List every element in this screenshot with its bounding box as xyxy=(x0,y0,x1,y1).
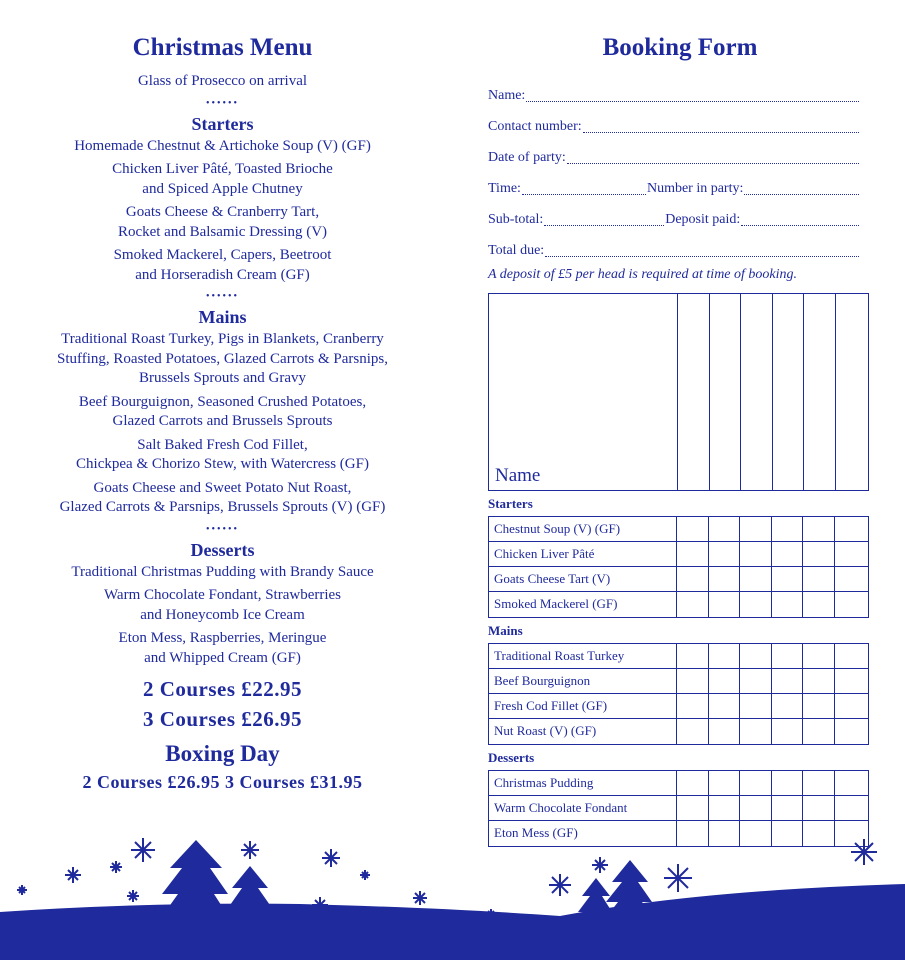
guest-column[interactable] xyxy=(710,294,742,490)
grid-row-label: Eton Mess (GF) xyxy=(489,821,677,846)
grid-cell[interactable] xyxy=(740,771,772,795)
menu-item-line: and Horseradish Cream (GF) xyxy=(135,266,310,283)
deposit-label: Deposit paid: xyxy=(665,211,741,227)
total-line[interactable] xyxy=(545,244,859,257)
grid-cell[interactable] xyxy=(803,771,835,795)
subtotal-line[interactable] xyxy=(544,213,664,226)
menu-item xyxy=(20,563,425,583)
menu-item-line: Beef Bourguignon, Seasoned Crushed Potatoes, xyxy=(78,393,367,410)
name-field[interactable] xyxy=(488,80,860,111)
grid-cell[interactable] xyxy=(803,719,835,744)
menu-item xyxy=(20,160,425,199)
grid-header xyxy=(488,293,869,491)
grid-row-label: Nut Roast (V) (GF) xyxy=(489,719,677,744)
grid-row xyxy=(489,771,868,796)
menu-body xyxy=(20,72,425,796)
deposit-line[interactable] xyxy=(741,213,859,226)
total-label: Total due: xyxy=(488,242,545,258)
price-two-courses: 2 Courses £22.95 xyxy=(142,677,303,701)
grid-cell[interactable] xyxy=(803,517,835,541)
arrival-line: Glass of Prosecco on arrival xyxy=(137,73,308,89)
grid-row-label: Christmas Pudding xyxy=(489,771,677,795)
menu-item xyxy=(20,330,425,389)
grid-cell[interactable] xyxy=(677,796,709,820)
christmas-tree-large xyxy=(158,840,232,922)
grid-cell[interactable] xyxy=(709,771,741,795)
snowflake-icon xyxy=(241,841,259,859)
grid-cell[interactable] xyxy=(709,644,741,668)
grid-cell[interactable] xyxy=(709,719,741,744)
booking-fields xyxy=(488,80,860,266)
grid-cell[interactable] xyxy=(677,517,709,541)
grid-cell[interactable] xyxy=(835,694,867,718)
boxing-day-prices: 2 Courses £26.95 3 Courses £31.95 xyxy=(82,772,363,792)
grid-cell[interactable] xyxy=(772,719,804,744)
grid-cell[interactable] xyxy=(772,567,804,591)
grid-cell[interactable] xyxy=(677,644,709,668)
grid-cell[interactable] xyxy=(740,719,772,744)
grid-cell[interactable] xyxy=(772,517,804,541)
menu-item-line: Homemade Chestnut & Artichoke Soup (V) (GF) xyxy=(74,137,371,154)
grid-row xyxy=(489,669,868,694)
menu-item-line: Chicken Liver Pâté, Toasted Brioche xyxy=(112,161,333,177)
grid-cell[interactable] xyxy=(772,592,804,617)
grid-cell[interactable] xyxy=(772,542,804,566)
grid-cell[interactable] xyxy=(803,644,835,668)
menu-item-line: Glazed Carrots and Brussels Sprouts xyxy=(112,413,333,429)
grid-cell[interactable] xyxy=(709,592,741,617)
section-separator: •••••• xyxy=(205,291,239,302)
menu-item xyxy=(20,393,425,432)
menu-item-line: Chickpea & Chorizo Stew, with Watercress (GF) xyxy=(76,456,369,472)
menu-item xyxy=(20,246,425,285)
grid-cell[interactable] xyxy=(835,542,867,566)
grid-row-label: Traditional Roast Turkey xyxy=(489,644,677,668)
menu-item-line: Smoked Mackerel, Capers, Beetroot xyxy=(113,247,332,263)
grid-cell[interactable] xyxy=(677,719,709,744)
grid-cell[interactable] xyxy=(772,771,804,795)
booking-form-title: Booking Form xyxy=(602,34,758,61)
grid-cell[interactable] xyxy=(709,669,741,693)
grid-cell[interactable] xyxy=(835,592,867,617)
menu-item-line: Warm Chocolate Fondant, Strawberries xyxy=(103,587,342,603)
snowflake-icon xyxy=(65,867,81,883)
grid-row xyxy=(489,644,868,669)
guest-column[interactable] xyxy=(773,294,805,490)
grid-cell[interactable] xyxy=(709,694,741,718)
grid-row xyxy=(489,567,868,592)
grid-cell[interactable] xyxy=(835,719,867,744)
grid-row xyxy=(489,542,868,567)
grid-cell[interactable] xyxy=(709,542,741,566)
grid-cell[interactable] xyxy=(740,694,772,718)
order-grid xyxy=(488,293,869,847)
guest-column[interactable] xyxy=(836,294,868,490)
grid-cell[interactable] xyxy=(803,567,835,591)
grid-row-label: Smoked Mackerel (GF) xyxy=(489,592,677,617)
grid-cell[interactable] xyxy=(677,567,709,591)
grid-row xyxy=(489,694,868,719)
menu-item-line: Glazed Carrots & Parsnips, Brussels Sprouts (V) (GF) xyxy=(59,499,386,515)
menu-item xyxy=(20,436,425,475)
christmas-tree-small xyxy=(226,866,276,928)
grid-section-heading: Desserts xyxy=(488,750,535,765)
snowflake-icon xyxy=(127,890,139,902)
menu-item-line: Stuffing, Roasted Potatoes, Glazed Carrots & Parsnips, xyxy=(57,350,388,367)
menu-item-line: Eton Mess, Raspberries, Meringue xyxy=(118,630,327,646)
menu-item-line: Goats Cheese and Sweet Potato Nut Roast, xyxy=(93,479,352,496)
grid-cell[interactable] xyxy=(772,669,804,693)
guest-column[interactable] xyxy=(678,294,710,490)
date-field[interactable] xyxy=(488,142,860,173)
name-line[interactable] xyxy=(526,89,859,102)
grid-cell[interactable] xyxy=(740,542,772,566)
grid-cell[interactable] xyxy=(740,567,772,591)
menu-item-line: and Honeycomb Ice Cream xyxy=(140,606,305,623)
menu-item-line: and Spiced Apple Chutney xyxy=(142,180,303,197)
menu-section-heading: Starters xyxy=(191,113,254,134)
grid-cell[interactable] xyxy=(772,694,804,718)
menu-item-line: Brussels Sprouts and Gravy xyxy=(138,370,307,386)
menu-title: Christmas Menu xyxy=(132,34,313,61)
time-label: Time: xyxy=(488,180,521,196)
date-line[interactable] xyxy=(567,151,859,164)
snowflake-icon xyxy=(17,885,27,895)
menu-item xyxy=(20,629,425,668)
grid-cell[interactable] xyxy=(803,669,835,693)
subtotal-label: Sub-total: xyxy=(488,211,544,227)
grid-cell[interactable] xyxy=(677,592,709,617)
party-label: Number in party: xyxy=(646,180,744,196)
grid-cell[interactable] xyxy=(709,796,741,820)
menu-item-line: Traditional Roast Turkey, Pigs in Blankets, Cranberry xyxy=(61,331,384,347)
grid-cell[interactable] xyxy=(835,517,867,541)
time-party-field[interactable] xyxy=(488,173,860,204)
grid-name-header xyxy=(489,294,678,490)
menu-item-line: Rocket and Balsamic Dressing (V) xyxy=(117,223,328,240)
menu-item xyxy=(20,586,425,625)
grid-section-heading: Mains xyxy=(488,623,523,638)
grid-cell[interactable] xyxy=(803,694,835,718)
contact-label: Contact number: xyxy=(488,118,582,134)
christmas-tree-right-large xyxy=(604,860,656,920)
grid-cell[interactable] xyxy=(709,567,741,591)
grid-cell[interactable] xyxy=(835,796,867,820)
menu-section-heading: Mains xyxy=(198,307,247,327)
price-three-courses: 3 Courses £26.95 xyxy=(142,707,303,731)
grid-cell[interactable] xyxy=(835,771,867,795)
grid-cell[interactable] xyxy=(835,567,867,591)
grid-cell[interactable] xyxy=(677,771,709,795)
grid-row-label: Warm Chocolate Fondant xyxy=(489,796,677,820)
grid-cell[interactable] xyxy=(740,796,772,820)
grid-cell[interactable] xyxy=(709,517,741,541)
grid-row-label: Beef Bourguignon xyxy=(489,669,677,693)
grid-name-label: Name xyxy=(495,465,541,486)
grid-cell[interactable] xyxy=(772,644,804,668)
grid-cell[interactable] xyxy=(803,542,835,566)
menu-item-line: Goats Cheese & Cranberry Tart, xyxy=(125,204,320,220)
menu-item-line: Salt Baked Fresh Cod Fillet, xyxy=(137,436,308,453)
grid-section-rows xyxy=(488,643,869,745)
grid-cell[interactable] xyxy=(740,669,772,693)
grid-cell[interactable] xyxy=(803,796,835,820)
grid-cell[interactable] xyxy=(677,542,709,566)
grid-row xyxy=(489,719,868,744)
contact-field[interactable] xyxy=(488,111,860,142)
snowflake-icon xyxy=(664,864,692,892)
winter-scene-decoration xyxy=(0,820,905,960)
date-label: Date of party: xyxy=(488,149,566,165)
guest-column[interactable] xyxy=(741,294,773,490)
time-line[interactable] xyxy=(522,182,646,195)
grid-cell[interactable] xyxy=(740,644,772,668)
guest-column[interactable] xyxy=(804,294,836,490)
grid-cell[interactable] xyxy=(740,517,772,541)
grid-row-label: Chestnut Soup (V) (GF) xyxy=(489,517,677,541)
menu-item xyxy=(20,137,425,157)
grid-cell[interactable] xyxy=(835,669,867,693)
name-label: Name: xyxy=(488,87,526,103)
menu-section-heading: Desserts xyxy=(190,539,255,560)
menu-item xyxy=(20,479,425,518)
menu-item xyxy=(20,203,425,242)
grid-cell[interactable] xyxy=(740,592,772,617)
snowflake-icon xyxy=(413,891,427,905)
snowflake-icon xyxy=(131,838,155,862)
contact-line[interactable] xyxy=(583,120,859,133)
grid-row xyxy=(489,796,868,821)
grid-row xyxy=(489,592,868,617)
grid-cell[interactable] xyxy=(772,796,804,820)
menu-item-line: and Whipped Cream (GF) xyxy=(144,649,301,666)
party-line[interactable] xyxy=(744,182,859,195)
section-separator: •••••• xyxy=(205,97,239,109)
grid-cell[interactable] xyxy=(677,669,709,693)
snowflake-icon xyxy=(360,870,370,880)
snowflake-icon xyxy=(110,861,122,873)
snowflake-icon xyxy=(851,839,877,865)
grid-section-heading: Starters xyxy=(488,496,533,511)
grid-row-label: Chicken Liver Pâté xyxy=(489,542,677,566)
snowflake-icon xyxy=(592,857,608,873)
menu-item-line: Traditional Christmas Pudding with Brandy Sauce xyxy=(71,563,374,580)
snowflake-icon xyxy=(322,849,340,867)
grid-row-label: Goats Cheese Tart (V) xyxy=(489,567,677,591)
grid-cell[interactable] xyxy=(835,644,867,668)
total-field[interactable] xyxy=(488,235,860,266)
grid-row xyxy=(489,517,868,542)
boxing-day-title: Boxing Day xyxy=(165,741,280,766)
grid-section-rows xyxy=(488,516,869,618)
section-separator: •••••• xyxy=(205,523,239,535)
grid-cell[interactable] xyxy=(803,592,835,617)
deposit-note: A deposit of £5 per head is required at time of booking. xyxy=(488,267,798,282)
grid-cell[interactable] xyxy=(677,694,709,718)
grid-row-label: Fresh Cod Fillet (GF) xyxy=(489,694,677,718)
snowflake-icon xyxy=(549,874,571,896)
subtotal-deposit-field[interactable] xyxy=(488,204,860,235)
